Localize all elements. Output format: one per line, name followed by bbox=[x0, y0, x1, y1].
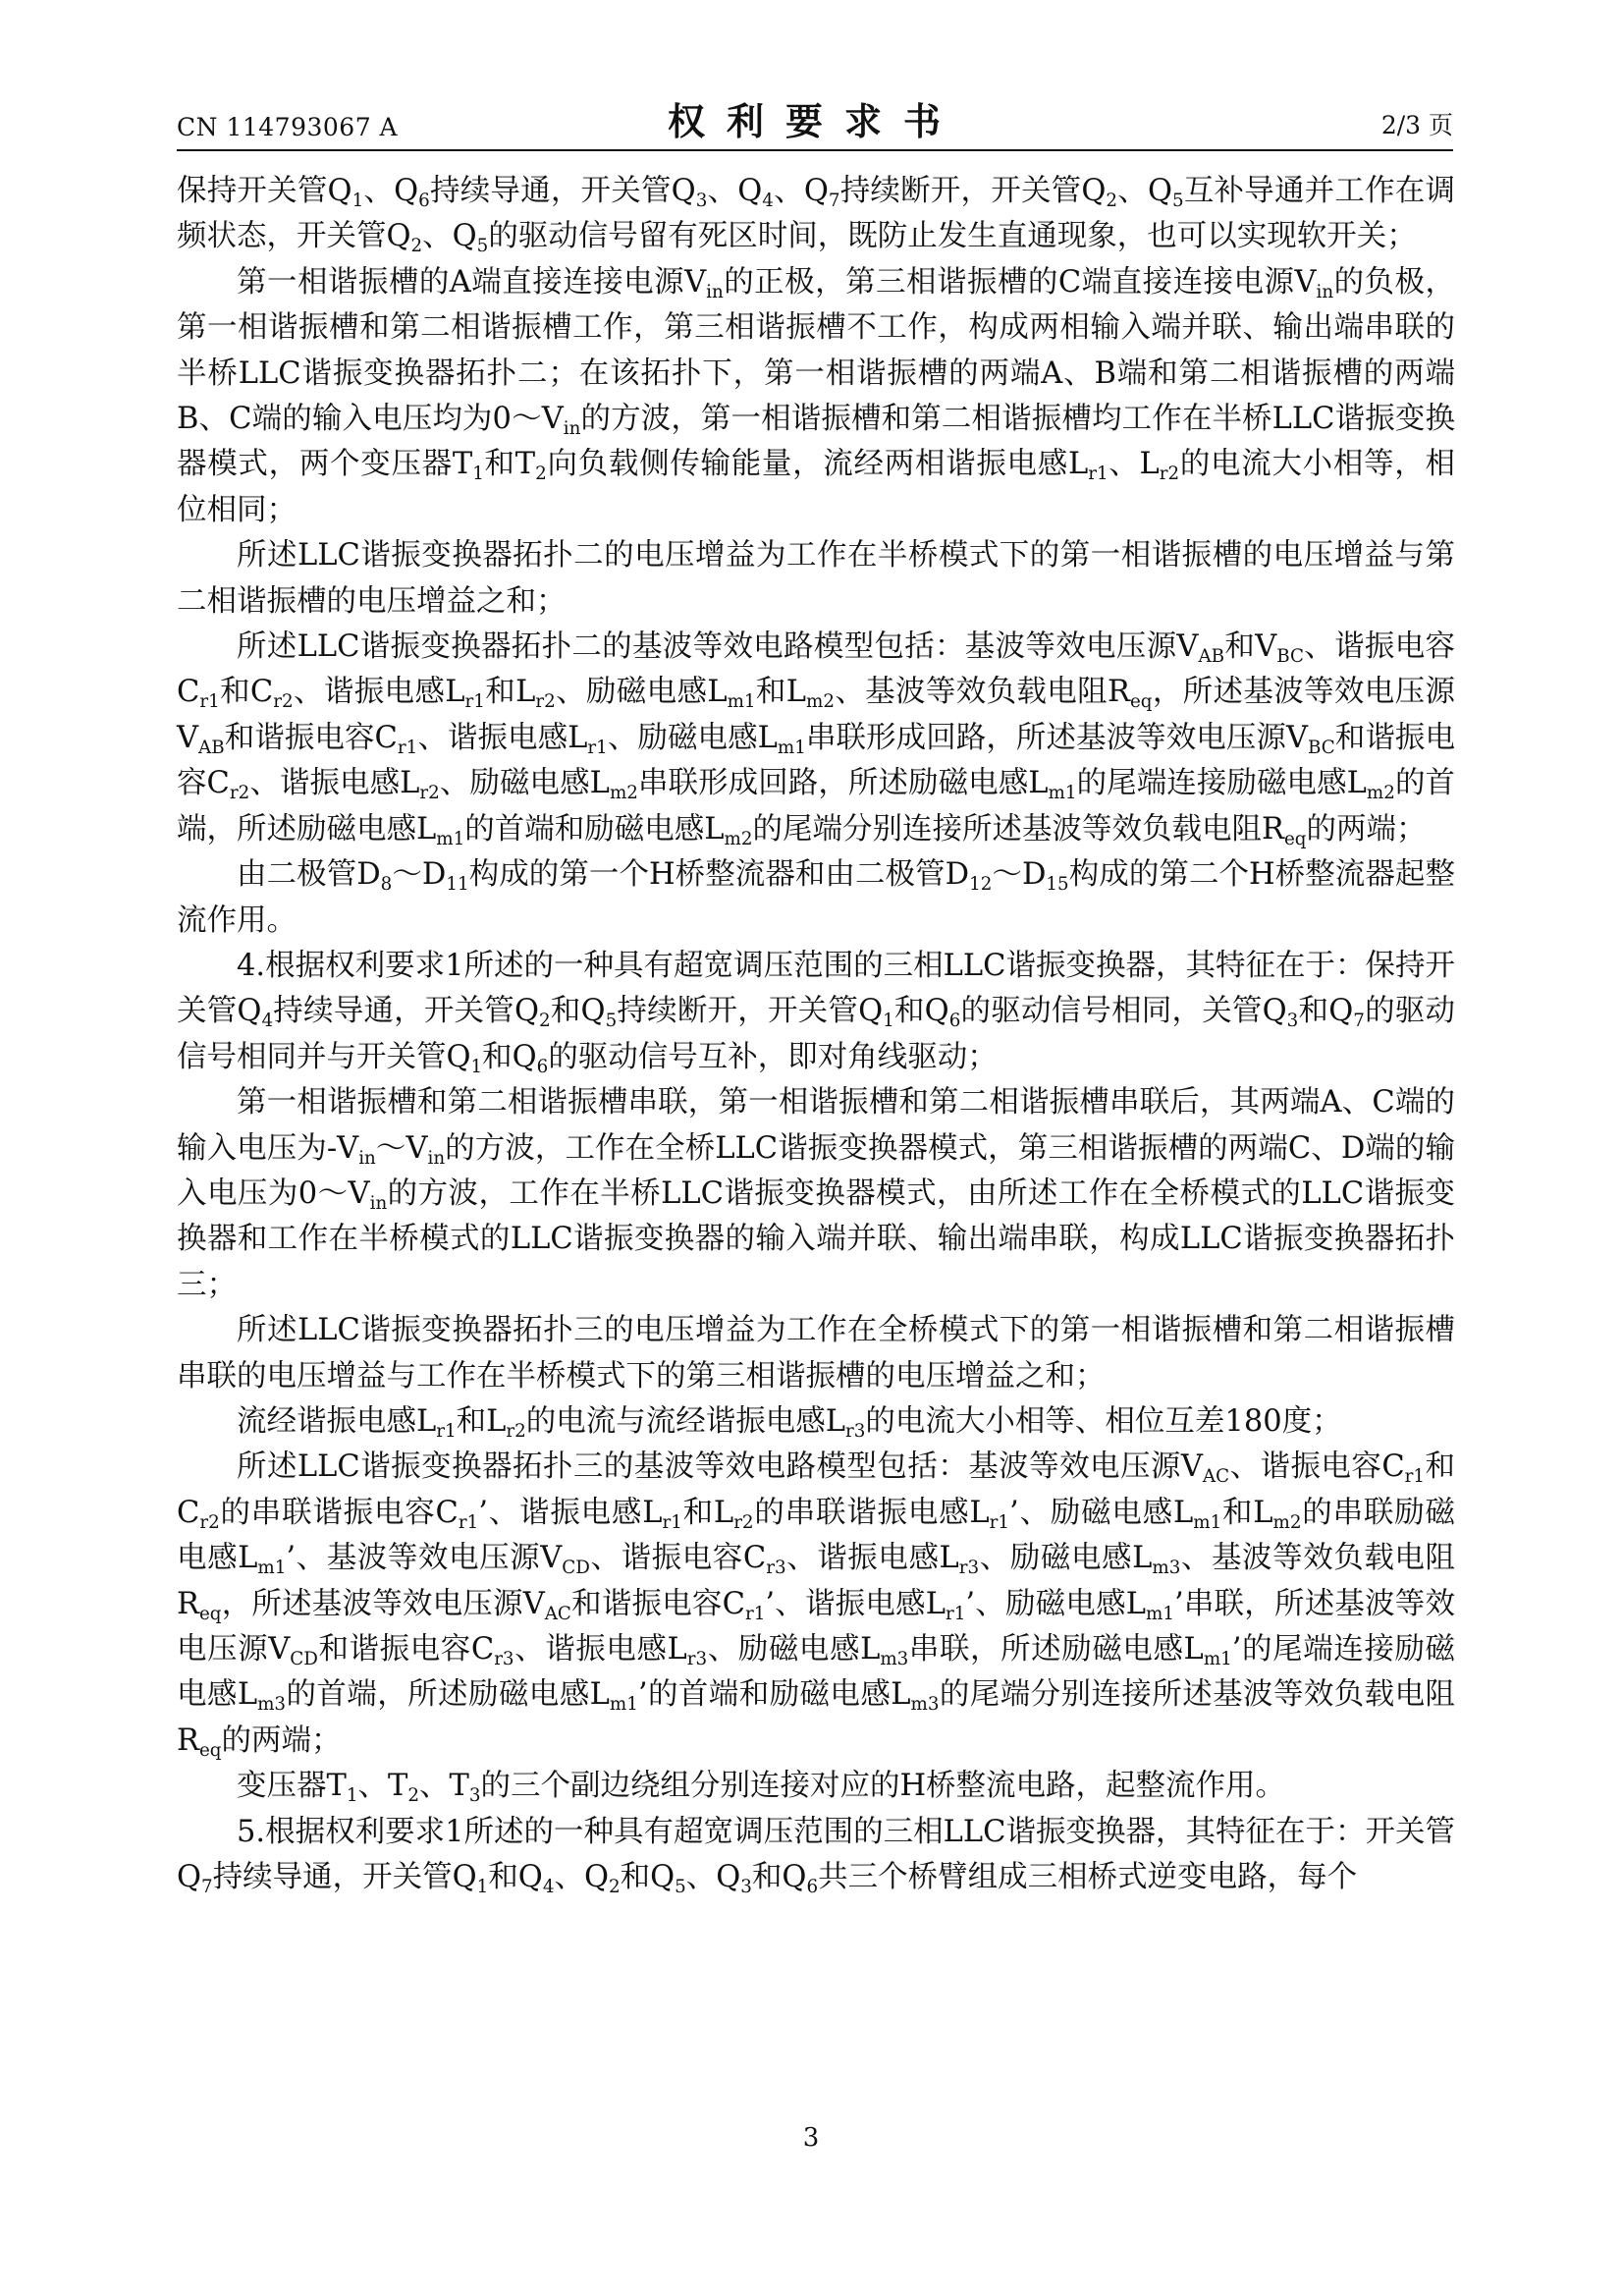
text-run: 、谐振电感L bbox=[514, 1632, 687, 1667]
text-run: ’、励磁电感L bbox=[965, 1586, 1147, 1621]
text-run: 的电流大小相等，相位相同； bbox=[177, 447, 1455, 527]
text-run: 和Q bbox=[550, 994, 606, 1029]
subscript: 2 bbox=[535, 464, 547, 485]
text-run: 和Q bbox=[482, 1039, 537, 1074]
text-run: 和C bbox=[219, 675, 274, 710]
subscript: m1 bbox=[257, 1558, 287, 1579]
subscript: BC bbox=[1276, 645, 1304, 667]
subscript: 5 bbox=[605, 1011, 618, 1032]
subscript: 8 bbox=[380, 873, 393, 895]
text-run: 、励磁电感L bbox=[707, 1632, 881, 1667]
text-run: 的首端，所述励磁电感L bbox=[286, 1677, 610, 1713]
subscript: m1 bbox=[1193, 1511, 1222, 1533]
text-run: 的驱动信号相同并与开关管Q bbox=[177, 994, 1456, 1074]
subscript: r1 bbox=[436, 1420, 457, 1442]
subscript: m1 bbox=[436, 828, 465, 849]
text-run: 的两端； bbox=[1306, 811, 1427, 847]
text-run: ～D bbox=[392, 857, 447, 893]
text-run: 、Q bbox=[554, 1860, 609, 1895]
text-run: 流经谐振电感L bbox=[237, 1403, 437, 1439]
text-run: 和Q bbox=[488, 1860, 543, 1895]
text-run: 、励磁电感L bbox=[607, 720, 778, 755]
subscript: eq bbox=[198, 1603, 222, 1624]
subscript: 1 bbox=[351, 190, 364, 211]
subscript: BC bbox=[1307, 737, 1335, 758]
subscript: m1 bbox=[609, 1694, 638, 1716]
text-run: 、基波等效负载电阻R bbox=[177, 1541, 1455, 1621]
subscript: r1 bbox=[1404, 1466, 1426, 1488]
text-run: 的三个副边绕组分别连接对应的H桥整流电路，起整流作用。 bbox=[480, 1769, 1286, 1804]
doc-number: CN 114793067 A bbox=[177, 113, 399, 141]
text-run: 和谐振电容C bbox=[224, 720, 398, 755]
text-run: ’、谐振电感L bbox=[765, 1586, 946, 1621]
claim-paragraph bbox=[177, 625, 1455, 852]
text-run: 的正极，第三相谐振槽的C端直接连接电源V bbox=[723, 264, 1317, 300]
text-run: 、Q bbox=[773, 174, 829, 208]
subscript: r1 bbox=[458, 1511, 479, 1533]
text-run: 所述LLC谐振变换器拓扑二的电压增益为工作在半桥模式下的第一相谐振槽的电压增益与第二相谐振槽的电压增益之和； bbox=[177, 538, 1455, 619]
subscript: r1 bbox=[587, 737, 608, 758]
subscript: m1 bbox=[777, 737, 806, 758]
text-run: 和谐振电容C bbox=[177, 720, 1455, 801]
claim-paragraph bbox=[177, 169, 1455, 260]
text-run: 和T bbox=[483, 447, 536, 482]
text-run: 和C bbox=[177, 1449, 1455, 1530]
subscript: r1 bbox=[662, 1511, 682, 1533]
subscript: 6 bbox=[418, 190, 430, 211]
text-run: 保持开关管Q bbox=[177, 174, 352, 208]
text-run: 、T bbox=[357, 1769, 408, 1804]
text-run: 由二极管D bbox=[237, 857, 381, 893]
text-run: ’的尾端连接励磁电感L bbox=[177, 1632, 1455, 1713]
claim-paragraph bbox=[177, 1080, 1455, 1308]
text-run: 所述LLC谐振变换器拓扑三的电压增益为工作在全桥模式下的第一相谐振槽和第二相谐振槽串联的电压增益与工作在半桥模式下的第三相谐振槽的电压增益之和； bbox=[177, 1313, 1455, 1394]
claim-paragraph bbox=[177, 1399, 1455, 1445]
text-run: 共三个桥臂组成三相桥式逆变电路，每个 bbox=[818, 1860, 1358, 1895]
text-run: 、谐振电感L bbox=[417, 720, 588, 755]
text-run: 的串联励磁电感L bbox=[177, 1495, 1455, 1576]
claim-paragraph bbox=[177, 1764, 1455, 1809]
claim-paragraph bbox=[177, 260, 1455, 533]
subscript: eq bbox=[1129, 691, 1153, 713]
text-run: 、励磁电感L bbox=[979, 1541, 1153, 1576]
text-run: 的串联谐振电感L bbox=[753, 1495, 990, 1530]
subscript: 7 bbox=[1353, 1011, 1365, 1032]
subscript: 3 bbox=[468, 1785, 481, 1807]
text-run: 、Q bbox=[1117, 174, 1172, 208]
subscript: m3 bbox=[880, 1648, 909, 1669]
text-run: 向负载侧传输能量，流经两相谐振电感L bbox=[546, 447, 1089, 482]
text-run: 和L bbox=[755, 675, 807, 710]
subscript: r2 bbox=[1159, 464, 1180, 485]
subscript: 2 bbox=[538, 1011, 551, 1032]
text-run: 的驱动信号相同，关管Q bbox=[960, 994, 1287, 1029]
subscript: m3 bbox=[257, 1694, 287, 1716]
text-run: 的方波，工作在全桥LLC谐振变换器模式，第三相谐振槽的两端C、D端的输入电压为0～V bbox=[177, 1130, 1455, 1211]
text-run: 第一相谐振槽的A端直接连接电源V bbox=[237, 264, 707, 300]
text-run: ’、基波等效电压源V bbox=[286, 1541, 563, 1576]
text-run: 持续导通，开关管Q bbox=[429, 174, 696, 208]
text-run: 持续断开，开关管Q bbox=[839, 174, 1107, 208]
subscript: AB bbox=[198, 737, 225, 758]
subscript: 15 bbox=[1046, 873, 1069, 895]
subscript: in bbox=[1316, 281, 1334, 302]
text-run: 的驱动信号互补，即对角线驱动； bbox=[548, 1039, 998, 1074]
text-run: 的尾端分别连接所述基波等效负载电阻R bbox=[177, 1677, 1456, 1758]
subscript: m3 bbox=[910, 1694, 940, 1716]
text-run: 、谐振电感L bbox=[785, 1541, 959, 1576]
subscript: 7 bbox=[201, 1876, 213, 1897]
text-run: ’的首端和励磁电感L bbox=[637, 1677, 911, 1713]
text-run: ，所述基波等效电压源V bbox=[221, 1586, 545, 1621]
subscript: AB bbox=[1198, 645, 1225, 667]
subscript: 1 bbox=[883, 1011, 894, 1032]
text-run: 和L bbox=[484, 675, 536, 710]
text-run: 和Q bbox=[893, 994, 949, 1029]
text-run: 和L bbox=[456, 1403, 507, 1439]
subscript: r1 bbox=[397, 737, 418, 758]
text-run: ，所述基波等效电压源V bbox=[177, 675, 1455, 755]
text-run: 、谐振电感L bbox=[293, 675, 465, 710]
text-run: 、Q bbox=[685, 1860, 741, 1895]
text-run: 持续断开，开关管Q bbox=[617, 994, 884, 1029]
subscript: eq bbox=[1283, 828, 1307, 849]
text-run: 的电流与流经谐振电感L bbox=[525, 1403, 846, 1439]
text-run: 的尾端分别连接所述基波等效负载电阻R bbox=[752, 811, 1284, 847]
subscript: r1 bbox=[1088, 464, 1108, 485]
text-run: ’、励磁电感L bbox=[1009, 1495, 1194, 1530]
text-run: 第一相谐振槽和第二相谐振槽串联，第一相谐振槽和第二相谐振槽串联后，其两端A、C端的输入电压为-V bbox=[177, 1085, 1455, 1166]
text-run: 、谐振电容C bbox=[1229, 1449, 1405, 1485]
subscript: r1 bbox=[744, 1603, 766, 1624]
subscript: r2 bbox=[506, 1420, 526, 1442]
subscript: CD bbox=[562, 1558, 590, 1579]
subscript: m1 bbox=[1146, 1603, 1175, 1624]
subscript: m2 bbox=[724, 828, 753, 849]
subscript: 11 bbox=[446, 873, 469, 895]
text-run: 、谐振电感L bbox=[249, 766, 420, 801]
text-run: 构成的第二个H桥整流器起整流作用。 bbox=[177, 857, 1455, 938]
subscript: 1 bbox=[476, 1876, 489, 1897]
subscript: in bbox=[706, 281, 724, 302]
text-run: ’、谐振电感L bbox=[478, 1495, 663, 1530]
page-number: 3 bbox=[802, 2123, 820, 2153]
text-run: 和谐振电容C bbox=[317, 1632, 495, 1667]
subscript: 2 bbox=[410, 236, 423, 257]
text-run: 持续导通，开关管Q bbox=[212, 1860, 477, 1895]
claim-paragraph bbox=[177, 852, 1455, 944]
subscript: AC bbox=[1202, 1466, 1230, 1488]
text-run: 的负极，第一相谐振槽和第二相谐振槽工作，第三相谐振槽不工作，构成两相输入端并联、输出端串联的半桥LLC谐振变换器拓扑二；在该拓扑下，第一相谐振槽的两端A、B端和第二相谐振槽的两端B、C端的输入电压均为0～V bbox=[177, 264, 1456, 437]
text-run: 、励磁电感L bbox=[555, 675, 728, 710]
subscript: m1 bbox=[1203, 1648, 1232, 1669]
subscript: 3 bbox=[740, 1876, 752, 1897]
text-run: 的方波，工作在半桥LLC谐振变换器模式，由所述工作在全桥模式的LLC谐振变换器和工作在半桥模式的LLC谐振变换器的输入端并联、输出端串联，构成LLC谐振变换器拓扑三； bbox=[177, 1175, 1456, 1302]
subscript: r2 bbox=[199, 1511, 220, 1533]
subscript: 5 bbox=[1171, 190, 1184, 211]
page-header bbox=[177, 94, 1453, 151]
subscript: m2 bbox=[1272, 1511, 1302, 1533]
text-run: 构成的第一个H桥整流器和由二极管D bbox=[468, 857, 970, 893]
subscript: 6 bbox=[536, 1056, 549, 1077]
subscript: r1 bbox=[946, 1603, 966, 1624]
text-run: ’串联，所述基波等效电压源V bbox=[177, 1586, 1456, 1667]
text-run: 的方波，第一相谐振槽和第二相谐振槽均工作在半桥LLC谐振变换器模式，两个变压器T bbox=[177, 402, 1455, 482]
subscript: in bbox=[427, 1147, 446, 1169]
subscript: r3 bbox=[845, 1420, 866, 1442]
subscript: 2 bbox=[1106, 190, 1118, 211]
page-label: 2/3 页 bbox=[1380, 111, 1453, 139]
claim-paragraph bbox=[177, 944, 1455, 1080]
subscript: 5 bbox=[675, 1876, 686, 1897]
subscript: 2 bbox=[608, 1876, 621, 1897]
text-run: 所述LLC谐振变换器拓扑二的基波等效电路模型包括：基波等效电压源V bbox=[237, 629, 1199, 665]
text-run: 和L bbox=[681, 1495, 734, 1530]
text-run: 、谐振电容C bbox=[177, 629, 1456, 710]
subscript: r1 bbox=[199, 691, 220, 713]
claim-paragraph bbox=[177, 1308, 1455, 1399]
subscript: r3 bbox=[766, 1558, 786, 1579]
text-run: 的尾端连接励磁电感L bbox=[1076, 766, 1367, 801]
text-run: 和Q bbox=[620, 1860, 676, 1895]
subscript: eq bbox=[198, 1739, 222, 1761]
subscript: m3 bbox=[1152, 1558, 1181, 1579]
text-run: 所述LLC谐振变换器拓扑三的基波等效电路模型包括：基波等效电压源V bbox=[237, 1449, 1203, 1485]
text-run: 串联，所述励磁电感L bbox=[908, 1632, 1204, 1667]
text-run: 的串联谐振电容C bbox=[219, 1495, 459, 1530]
subscript: 1 bbox=[346, 1785, 358, 1807]
text-run: 串联形成回路，所述基波等效电压源V bbox=[805, 720, 1308, 755]
text-run: 、T bbox=[418, 1769, 469, 1804]
subscript: 3 bbox=[1286, 1011, 1299, 1032]
subscript: r3 bbox=[958, 1558, 980, 1579]
subscript: 6 bbox=[948, 1011, 961, 1032]
subscript: 1 bbox=[470, 1056, 483, 1077]
subscript: 3 bbox=[695, 190, 708, 211]
subscript: r2 bbox=[419, 783, 440, 804]
subscript: CD bbox=[290, 1648, 318, 1669]
text-run: 、励磁电感L bbox=[439, 766, 610, 801]
text-run: 5.根据权利要求1所述的一种具有超宽调压范围的三相LLC谐振变换器，其特征在于：开关管Q bbox=[177, 1814, 1455, 1895]
subscript: 4 bbox=[542, 1876, 555, 1897]
subscript: m1 bbox=[727, 691, 756, 713]
text-run: 和V bbox=[1224, 629, 1277, 665]
subscript: m2 bbox=[806, 691, 835, 713]
text-run: 的驱动信号留有死区时间，既防止发生直通现象，也可以实现软开关； bbox=[488, 219, 1417, 254]
subscript: r1 bbox=[989, 1511, 1010, 1533]
subscript: 4 bbox=[762, 190, 774, 211]
subscript: in bbox=[369, 1192, 388, 1214]
subscript: m2 bbox=[1366, 783, 1395, 804]
claim-paragraph bbox=[177, 1810, 1455, 1901]
text-run: 和谐振电容C bbox=[570, 1586, 745, 1621]
subscript: r2 bbox=[733, 1511, 754, 1533]
text-run: 、Q bbox=[707, 174, 763, 208]
text-run: 的两端； bbox=[221, 1722, 342, 1758]
text-run: 串联形成回路，所述励磁电感L bbox=[637, 766, 1049, 801]
subscript: r3 bbox=[494, 1648, 514, 1669]
text-run: 的首端，所述励磁电感L bbox=[177, 766, 1455, 847]
page-title: 权利要求书 bbox=[667, 99, 962, 143]
subscript: r3 bbox=[686, 1648, 708, 1669]
subscript: m2 bbox=[609, 783, 638, 804]
subscript: 5 bbox=[476, 236, 489, 257]
text-run: 、谐振电容C bbox=[589, 1541, 767, 1576]
subscript: r1 bbox=[464, 691, 485, 713]
claim-paragraph bbox=[177, 533, 1455, 625]
subscript: in bbox=[358, 1147, 376, 1169]
subscript: r2 bbox=[229, 783, 250, 804]
text-run: 、Q bbox=[422, 219, 477, 254]
text-run: 的首端和励磁电感L bbox=[464, 811, 725, 847]
subscript: 6 bbox=[806, 1876, 819, 1897]
text-run: 、Q bbox=[363, 174, 419, 208]
text-run: 、基波等效负载电阻R bbox=[834, 675, 1130, 710]
text-run: 、L bbox=[1108, 447, 1160, 482]
claims-body bbox=[177, 169, 1455, 1900]
subscript: 7 bbox=[828, 190, 840, 211]
text-run: 持续导通，开关管Q bbox=[273, 994, 539, 1029]
text-run: 4.根据权利要求1所述的一种具有超宽调压范围的三相LLC谐振变换器，其特征在于：保持开关管Q bbox=[177, 948, 1455, 1029]
text-run: 和Q bbox=[1298, 994, 1354, 1029]
subscript: in bbox=[563, 417, 581, 439]
text-run: 的电流大小相等、相位互差180度； bbox=[865, 1403, 1342, 1439]
claim-paragraph bbox=[177, 1445, 1455, 1764]
text-run: ～V bbox=[375, 1130, 428, 1166]
subscript: 1 bbox=[472, 464, 484, 485]
text-run: ～D bbox=[992, 857, 1047, 893]
subscript: m1 bbox=[1048, 783, 1077, 804]
text-run: 和L bbox=[1221, 1495, 1273, 1530]
text-run: 互补导通并工作在调频状态，开关管Q bbox=[177, 174, 1456, 254]
subscript: r2 bbox=[535, 691, 556, 713]
subscript: AC bbox=[544, 1603, 571, 1624]
text-run: 和Q bbox=[751, 1860, 807, 1895]
subscript: 2 bbox=[407, 1785, 419, 1807]
subscript: 12 bbox=[969, 873, 993, 895]
subscript: 4 bbox=[261, 1011, 274, 1032]
subscript: r2 bbox=[273, 691, 294, 713]
text-run: 变压器T bbox=[237, 1769, 347, 1804]
